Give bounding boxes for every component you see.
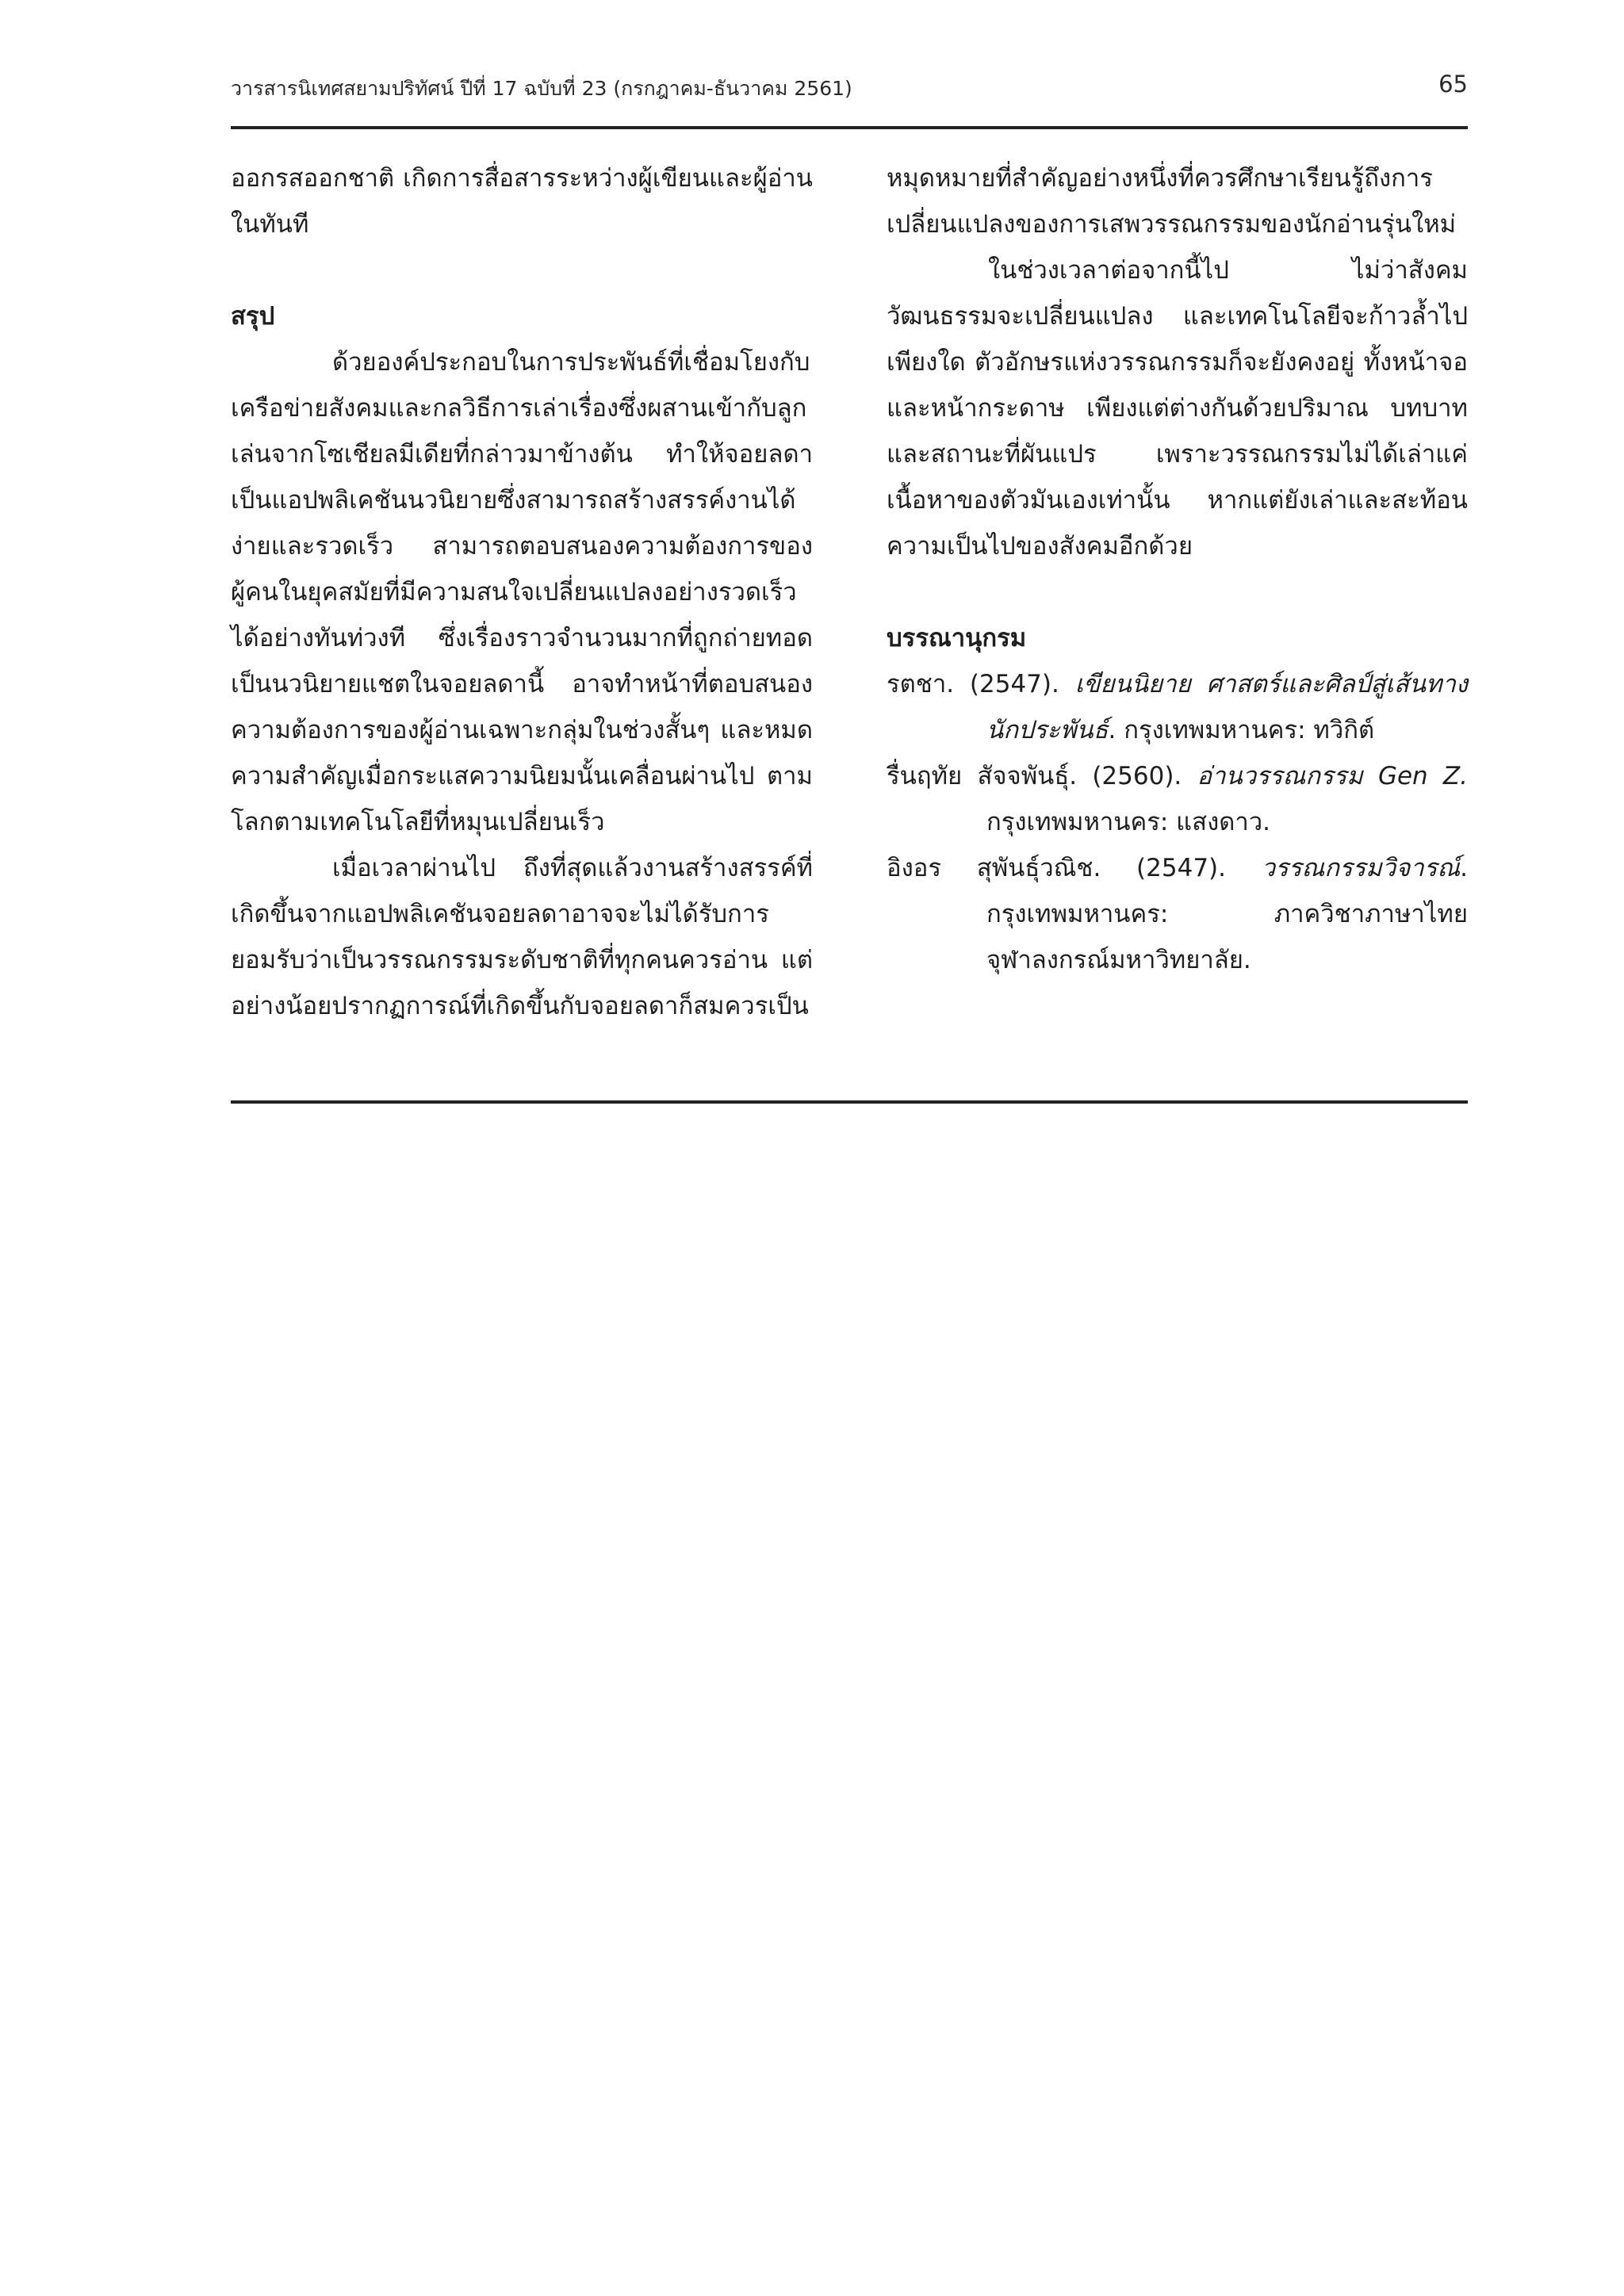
bibliography-heading: บรรณานุกรม <box>887 624 1027 652</box>
reference-author-year: รตชา. (2547). <box>887 670 1075 698</box>
reference-title: เขียนนิยาย ศาสตร์และศิลป์สู่เส้นทางนักประพันธ์ <box>986 670 1468 744</box>
continuation-paragraph: หมุดหมายที่สำคัญอย่างหนึ่งที่ควรศึกษาเรียนรู้ถึงการเปลี่ยนแปลงของการเสพวรรณกรรมของนักอ่านรุ่นใหม่ <box>887 164 1457 239</box>
reference-author-year: อิงอร สุพันธุ์วณิช. (2547). <box>887 854 1262 882</box>
page-number: 65 <box>1438 71 1468 98</box>
footer-divider-line <box>231 1100 1468 1104</box>
reference-author-year: รื่นฤทัย สัจจพันธุ์. (2560). <box>887 762 1197 790</box>
reference-title: อ่านวรรณกรรม Gen Z. <box>1197 762 1469 790</box>
header-divider-line <box>231 126 1468 129</box>
summary-paragraph: เมื่อเวลาผ่านไป ถึงที่สุดแล้วงานสร้างสรรค์ที่เกิดขึ้นจากแอปพลิเคชันจอยลดาอาจจะไม่ได้รับการยอมรับว่าเป็นวรรณกรรมระดับชาติที่ทุกคนควรอ่าน แต่อย่างน้อยปรากฏการณ์ที่เกิดขึ้นกับจอยลดาก็สมควรเป็น <box>231 854 813 1020</box>
reference-entry <box>887 753 1468 845</box>
summary-heading: สรุป <box>231 302 275 331</box>
left-column <box>231 155 813 1029</box>
reference-title: วรรณกรรมวิจารณ์ <box>1261 854 1461 882</box>
right-column <box>887 155 1468 983</box>
closing-paragraph: ในช่วงเวลาต่อจากนี้ไป ไม่ว่าสังคม วัฒนธรรมจะเปลี่ยนแปลง และเทคโนโลยีจะก้าวล้ำไปเพียงใด ตัวอักษรแห่งวรรณกรรมก็จะยังคงอยู่ ทั้งหน้าจอและหน้ากระดาษ เพียงแต่ต่างกันด้วยปริมาณ บทบาท และสถานะที่ผันแปร เพราะวรรณกรรมไม่ได้เล่าแค่เนื้อหาของตัวมันเองเท่านั้น หากแต่ยังเล่าและสะท้อนความเป็นไปของสังคมอีกด้วย <box>887 256 1468 561</box>
journal-running-header: วารสารนิเทศสยามปริทัศน์ ปีที่ 17 ฉบับที่ 23 (กรกฎาคม-ธันวาคม 2561) <box>231 77 852 100</box>
reference-publisher: . กรุงเทพมหานคร: ภาควิชาภาษาไทย จุฬาลงกรณ์มหาวิทยาลัย. <box>986 854 1468 974</box>
summary-paragraph: ด้วยองค์ประกอบในการประพันธ์ที่เชื่อมโยงกับเครือข่ายสังคมและกลวิธีการเล่าเรื่องซึ่งผสานเข้ากับลูกเล่นจากโซเชียลมีเดียที่กล่าวมาข้างต้น ทำให้จอยลดาเป็นแอปพลิเคชันนวนิยายซึ่งสามารถสร้างสรรค์งานได้ง่ายและรวดเร็ว สามารถตอบสนองความต้องการของผู้คนในยุคสมัยที่มีความสนใจเปลี่ยนแปลงอย่างรวดเร็วได้อย่างทันท่วงที ซึ่งเรื่องราวจำนวนมากที่ถูกถ่ายทอดเป็นนวนิยายแชตในจอยลดานี้ อาจทำหน้าที่ตอบสนอง ความต้องการของผู้อ่านเฉพาะกลุ่มในช่วงสั้นๆ และหมดความสำคัญเมื่อกระแสความนิยมนั้นเคลื่อนผ่านไป ตามโลกตามเทคโนโลยีที่หมุนเปลี่ยนเร็ว <box>231 348 813 836</box>
reference-publisher: . กรุงเทพมหานคร: ทวิกิต์ <box>1108 716 1375 744</box>
reference-entry <box>887 661 1468 753</box>
reference-list <box>887 661 1468 983</box>
reference-entry <box>887 845 1468 983</box>
intro-paragraph: ออกรสออกชาติ เกิดการสื่อสารระหว่างผู้เขียนและผู้อ่านในทันที <box>231 164 813 239</box>
reference-publisher: กรุงเทพมหานคร: แสงดาว. <box>986 808 1271 836</box>
